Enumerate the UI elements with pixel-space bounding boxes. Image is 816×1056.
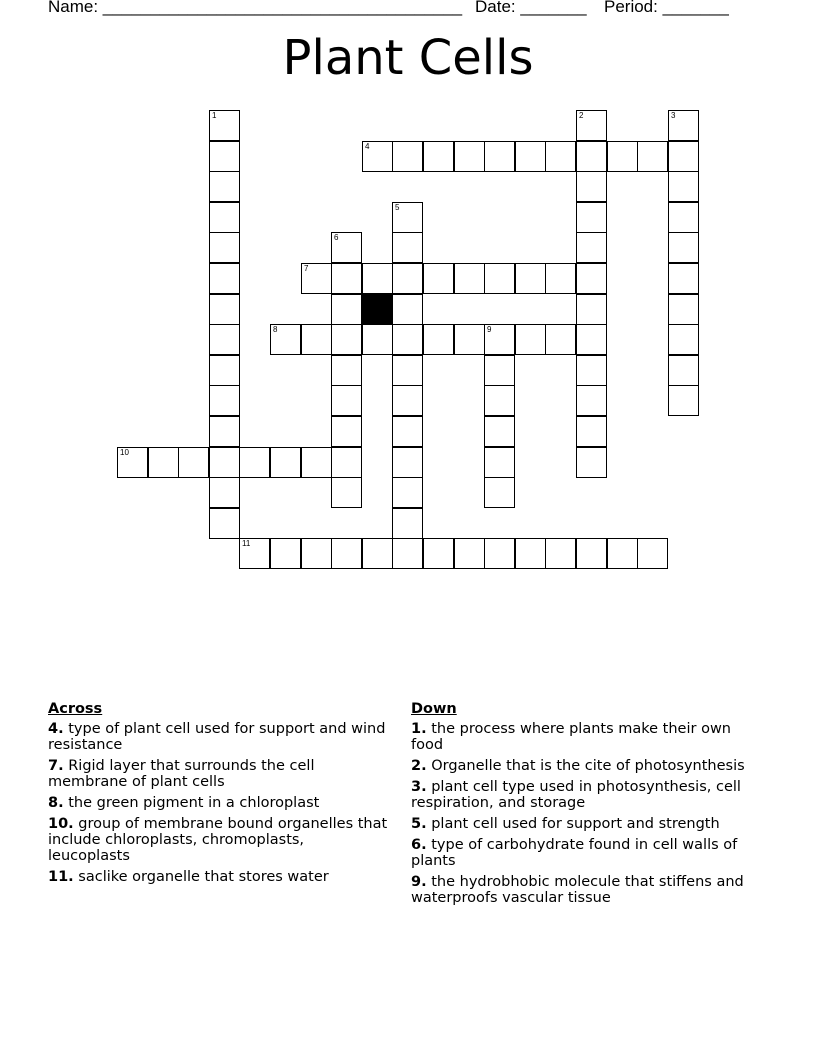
grid-cell[interactable]: [301, 324, 332, 355]
clue-number: 7: [304, 264, 309, 273]
grid-cell[interactable]: [392, 141, 423, 172]
grid-cell[interactable]: [148, 447, 179, 478]
clue-text: plant cell type used in photosynthesis, cell respiration, and storage: [411, 779, 741, 811]
down-clue: [411, 837, 756, 869]
grid-cell[interactable]: [301, 263, 332, 294]
grid-cell[interactable]: [576, 263, 607, 294]
grid-cell[interactable]: [576, 171, 607, 202]
clue-num: 2.: [411, 758, 427, 774]
across-clue: [48, 869, 388, 885]
grid-cell[interactable]: [331, 355, 362, 386]
grid-cell[interactable]: [209, 263, 240, 294]
clue-number: 11: [242, 539, 251, 548]
grid-cell[interactable]: [668, 110, 699, 141]
down-clue: [411, 779, 756, 811]
grid-cell[interactable]: [454, 538, 485, 569]
grid-cell[interactable]: [484, 416, 515, 447]
clue-num: 10.: [48, 816, 74, 832]
grid-cell[interactable]: [209, 294, 240, 325]
grid-cell[interactable]: [362, 141, 393, 172]
grid-cell[interactable]: [668, 232, 699, 263]
grid-cell[interactable]: [515, 538, 546, 569]
grid-cell[interactable]: [515, 324, 546, 355]
across-clue: [48, 721, 388, 753]
clue-number: 9: [487, 325, 492, 334]
grid-cell[interactable]: [484, 447, 515, 478]
grid-cell[interactable]: [576, 232, 607, 263]
grid-cell[interactable]: [484, 477, 515, 508]
grid-cell[interactable]: [331, 416, 362, 447]
grid-cell[interactable]: [209, 447, 240, 478]
grid-cell[interactable]: [576, 538, 607, 569]
clue-number: 3: [671, 111, 676, 120]
clue-num: 6.: [411, 837, 427, 853]
name-field[interactable]: Name: ______________________________________: [48, 0, 463, 16]
grid-cell[interactable]: [545, 263, 576, 294]
grid-cell[interactable]: [484, 355, 515, 386]
grid-cell[interactable]: [362, 263, 393, 294]
grid-cell[interactable]: [484, 141, 515, 172]
grid-cell[interactable]: [178, 447, 209, 478]
down-clues: [411, 701, 756, 911]
clue-num: 8.: [48, 795, 64, 811]
clue-text: the green pigment in a chloroplast: [68, 795, 320, 811]
down-clue: [411, 758, 756, 774]
clue-text: type of plant cell used for support and wind resistance: [48, 721, 386, 753]
period-field[interactable]: Period: _______: [604, 0, 729, 16]
grid-cell[interactable]: [576, 447, 607, 478]
clue-number: 1: [212, 111, 217, 120]
clue-num: 5.: [411, 816, 427, 832]
grid-cell[interactable]: [515, 141, 546, 172]
down-clue-list: [411, 721, 756, 906]
grid-cell[interactable]: [209, 141, 240, 172]
grid-cell[interactable]: [209, 477, 240, 508]
grid-cell[interactable]: [392, 416, 423, 447]
grid-cell[interactable]: [392, 232, 423, 263]
grid-cell[interactable]: [454, 141, 485, 172]
grid-cell[interactable]: [607, 538, 638, 569]
grid-cell[interactable]: [362, 538, 393, 569]
grid-cell[interactable]: [331, 294, 362, 325]
grid-cell[interactable]: [545, 538, 576, 569]
grid-cell[interactable]: [392, 355, 423, 386]
grid-cell[interactable]: [209, 508, 240, 539]
grid-cell[interactable]: [668, 294, 699, 325]
grid-cell[interactable]: [117, 447, 148, 478]
clue-number: 5: [395, 203, 400, 212]
grid-cell[interactable]: [576, 294, 607, 325]
across-clues: [48, 701, 388, 890]
grid-cell[interactable]: [392, 263, 423, 294]
grid-cell[interactable]: [668, 263, 699, 294]
across-clue: [48, 795, 388, 811]
clue-number: 2: [579, 111, 584, 120]
grid-cell[interactable]: [576, 416, 607, 447]
grid-cell[interactable]: [362, 324, 393, 355]
grid-cell[interactable]: [668, 324, 699, 355]
grid-cell[interactable]: [423, 538, 454, 569]
clue-text: Organelle that is the cite of photosynthesis: [431, 758, 745, 774]
grid-cell[interactable]: [545, 324, 576, 355]
grid-cell[interactable]: [301, 538, 332, 569]
clue-num: 7.: [48, 758, 64, 774]
clue-num: 4.: [48, 721, 64, 737]
clue-text: plant cell used for support and strength: [431, 816, 720, 832]
grid-cell[interactable]: [668, 385, 699, 416]
grid-cell[interactable]: [576, 355, 607, 386]
clue-num: 9.: [411, 874, 427, 890]
grid-cell[interactable]: [239, 538, 270, 569]
down-clue: [411, 874, 756, 906]
clue-text: the hydrobhobic molecule that stiffens and waterproofs vascular tissue: [411, 874, 744, 906]
down-clue: [411, 721, 756, 753]
grid-cell[interactable]: [637, 538, 668, 569]
grid-cell[interactable]: [392, 324, 423, 355]
across-clue: [48, 816, 388, 864]
grid-cell[interactable]: [392, 508, 423, 539]
grid-cell[interactable]: [668, 202, 699, 233]
grid-cell[interactable]: [331, 263, 362, 294]
grid-cell[interactable]: [484, 538, 515, 569]
grid-cell[interactable]: [331, 385, 362, 416]
grid-cell[interactable]: [392, 447, 423, 478]
clue-text: type of carbohydrate found in cell walls of plants: [411, 837, 738, 869]
grid-cell[interactable]: [209, 171, 240, 202]
clue-num: 1.: [411, 721, 427, 737]
grid-cell[interactable]: [484, 263, 515, 294]
page-title: Plant Cells: [282, 30, 534, 86]
grid-cell[interactable]: [423, 141, 454, 172]
grid-cell[interactable]: [454, 324, 485, 355]
clue-number: 4: [365, 142, 370, 151]
across-heading: Across: [48, 701, 103, 717]
grid-cell[interactable]: [331, 447, 362, 478]
clue-text: the process where plants make their own food: [411, 721, 731, 753]
black-cell: [362, 294, 393, 325]
date-field[interactable]: Date: _______: [475, 0, 587, 16]
grid-cell[interactable]: [270, 324, 301, 355]
grid-cell[interactable]: [209, 385, 240, 416]
grid-cell[interactable]: [423, 324, 454, 355]
grid-cell[interactable]: [668, 171, 699, 202]
grid-cell[interactable]: [331, 324, 362, 355]
grid-cell[interactable]: [209, 232, 240, 263]
grid-cell[interactable]: [392, 385, 423, 416]
grid-cell[interactable]: [576, 110, 607, 141]
grid-cell[interactable]: [484, 324, 515, 355]
grid-cell[interactable]: [331, 538, 362, 569]
grid-cell[interactable]: [239, 447, 270, 478]
across-clue: [48, 758, 388, 790]
clue-number: 10: [120, 448, 129, 457]
clue-number: 8: [273, 325, 278, 334]
grid-cell[interactable]: [454, 263, 485, 294]
grid-cell[interactable]: [392, 538, 423, 569]
grid-cell[interactable]: [545, 141, 576, 172]
grid-cell[interactable]: [484, 385, 515, 416]
clue-num: 3.: [411, 779, 427, 795]
clue-num: 11.: [48, 869, 74, 885]
grid-cell[interactable]: [515, 263, 546, 294]
grid-cell[interactable]: [392, 477, 423, 508]
across-clue-list: [48, 721, 388, 885]
grid-cell[interactable]: [392, 202, 423, 233]
grid-cell[interactable]: [668, 355, 699, 386]
down-heading: Down: [411, 701, 457, 717]
grid-cell[interactable]: [331, 232, 362, 263]
clue-text: Rigid layer that surrounds the cell membrane of plant cells: [48, 758, 315, 790]
grid-cell[interactable]: [209, 355, 240, 386]
grid-cell[interactable]: [607, 141, 638, 172]
clue-text: saclike organelle that stores water: [78, 869, 329, 885]
grid-cell[interactable]: [576, 385, 607, 416]
down-clue: [411, 816, 756, 832]
grid-cell[interactable]: [209, 416, 240, 447]
grid-cell[interactable]: [576, 141, 607, 172]
grid-cell[interactable]: [209, 110, 240, 141]
grid-cell[interactable]: [270, 447, 301, 478]
clue-number: 6: [334, 233, 339, 242]
grid-cell[interactable]: [576, 324, 607, 355]
grid-cell[interactable]: [301, 447, 332, 478]
grid-cell[interactable]: [331, 477, 362, 508]
grid-cell[interactable]: [423, 263, 454, 294]
grid-cell[interactable]: [209, 324, 240, 355]
clue-text: group of membrane bound organelles that include chloroplasts, chromoplasts, leucoplasts: [48, 816, 388, 864]
grid-cell[interactable]: [392, 294, 423, 325]
grid-cell[interactable]: [637, 141, 668, 172]
grid-cell[interactable]: [576, 202, 607, 233]
grid-cell[interactable]: [270, 538, 301, 569]
grid-cell[interactable]: [668, 141, 699, 172]
grid-cell[interactable]: [209, 202, 240, 233]
